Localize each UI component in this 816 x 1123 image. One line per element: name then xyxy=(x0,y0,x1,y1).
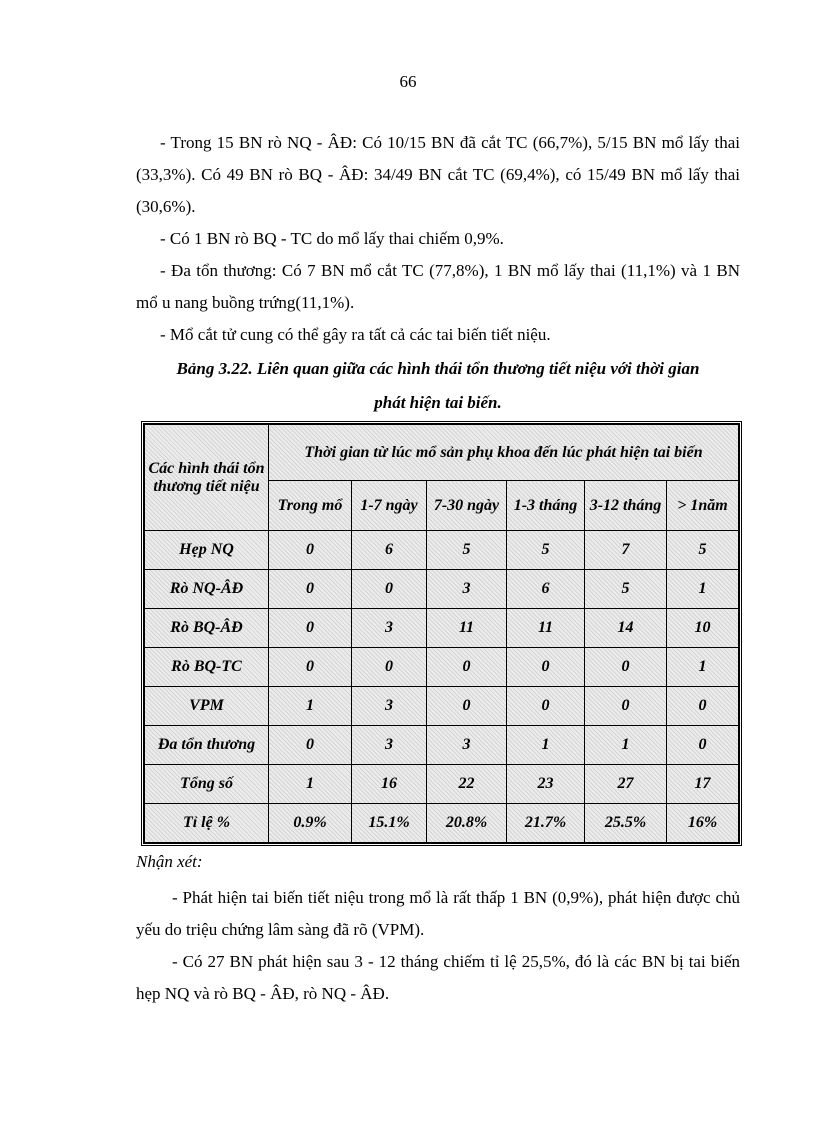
table-cell: 3 xyxy=(427,570,507,609)
table-cell: 25.5% xyxy=(585,804,667,843)
table-cell: 11 xyxy=(507,609,585,648)
table-caption-line2: phát hiện tai biến. xyxy=(374,393,502,412)
table-cell: 11 xyxy=(427,609,507,648)
table-cell: 10 xyxy=(667,609,739,648)
table-cell: 3 xyxy=(352,687,427,726)
paragraph-ureter-fistula: - Trong 15 BN rò NQ - ÂĐ: Có 10/15 BN đã cắt TC (66,7%), 5/15 BN mổ lấy thai (33,3%). Có 49 BN rò BQ - ÂĐ: 34/49 BN cắt TC (69,4%), có 15/49 BN mổ lấy thai (30,6%). xyxy=(136,133,740,216)
table-cell: 16 xyxy=(352,765,427,804)
row-label: Tổng số xyxy=(145,765,269,804)
table-cell: 1 xyxy=(269,687,352,726)
table-cell: 5 xyxy=(427,531,507,570)
table-cell: 23 xyxy=(507,765,585,804)
table-cell: 0 xyxy=(269,531,352,570)
row-label: Rò BQ-ÂĐ xyxy=(145,609,269,648)
table-cell: 27 xyxy=(585,765,667,804)
paragraph-multiple-lesions: - Đa tổn thương: Có 7 BN mổ cắt TC (77,8%), 1 BN mổ lấy thai (11,1%) và 1 BN mổ u nang buồng trứng(11,1%). xyxy=(136,261,740,312)
page-number: 66 xyxy=(399,72,417,91)
table-row xyxy=(145,687,739,726)
column-header: 1-3 tháng xyxy=(507,481,585,531)
table-cell: 0 xyxy=(269,648,352,687)
column-header: 1-7 ngày xyxy=(352,481,427,531)
table-caption-line1: Bảng 3.22. Liên quan giữa các hình thái tổn thương tiết niệu với thời gian xyxy=(176,359,700,378)
table-cell: 0 xyxy=(427,687,507,726)
table-cell: 1 xyxy=(507,726,585,765)
table-cell: 16% xyxy=(667,804,739,843)
table-cell: 6 xyxy=(507,570,585,609)
data-table xyxy=(141,421,742,846)
table-cell: 0 xyxy=(667,726,739,765)
table-cell: 7 xyxy=(585,531,667,570)
table-cell: 0 xyxy=(269,726,352,765)
column-header: > 1năm xyxy=(667,481,739,531)
table-row xyxy=(145,648,739,687)
table-cell: 1 xyxy=(667,570,739,609)
table-cell: 0 xyxy=(352,570,427,609)
table-row xyxy=(145,531,739,570)
table-row-percent xyxy=(145,804,739,843)
table-row xyxy=(145,609,739,648)
table-cell: 21.7% xyxy=(507,804,585,843)
row-label: Hẹp NQ xyxy=(145,531,269,570)
table-cell: 1 xyxy=(667,648,739,687)
table-cell: 3 xyxy=(352,609,427,648)
paragraph-intraoperative-detection: - Phát hiện tai biến tiết niệu trong mổ là rất thấp 1 BN (0,9%), phát hiện được chủ yếu do triệu chứng lâm sàng đã rõ (VPM). xyxy=(136,888,740,939)
table-cell: 0 xyxy=(507,687,585,726)
row-label: Rò NQ-ÂĐ xyxy=(145,570,269,609)
table-cell: 5 xyxy=(585,570,667,609)
table-cell: 14 xyxy=(585,609,667,648)
group-header: Thời gian từ lúc mổ sản phụ khoa đến lúc phát hiện tai biến xyxy=(269,425,739,481)
column-header: 3-12 tháng xyxy=(585,481,667,531)
notes-title: Nhận xét: xyxy=(136,852,203,871)
table-cell: 0 xyxy=(667,687,739,726)
paragraph-hysterectomy: - Mổ cắt tử cung có thể gây ra tất cả các tai biến tiết niệu. xyxy=(160,325,551,344)
table-cell: 6 xyxy=(352,531,427,570)
table-cell: 0.9% xyxy=(269,804,352,843)
table-cell: 22 xyxy=(427,765,507,804)
column-header: 7-30 ngày xyxy=(427,481,507,531)
table-cell: 1 xyxy=(269,765,352,804)
table-cell: 0 xyxy=(269,570,352,609)
table-row xyxy=(145,726,739,765)
table-row xyxy=(145,570,739,609)
paragraph-bladder-uterus-fistula: - Có 1 BN rò BQ - TC do mổ lấy thai chiếm 0,9%. xyxy=(160,229,504,248)
table-cell: 20.8% xyxy=(427,804,507,843)
paragraph-late-detection: - Có 27 BN phát hiện sau 3 - 12 tháng chiếm tỉ lệ 25,5%, đó là các BN bị tai biến hẹp NQ và rò BQ - ÂĐ, rò NQ - ÂĐ. xyxy=(136,952,740,1003)
table-cell: 17 xyxy=(667,765,739,804)
table-cell: 0 xyxy=(585,648,667,687)
table-cell: 15.1% xyxy=(352,804,427,843)
table-cell: 0 xyxy=(507,648,585,687)
table-cell: 0 xyxy=(585,687,667,726)
column-header: Trong mổ xyxy=(269,481,352,531)
table-cell: 3 xyxy=(427,726,507,765)
row-label: Tỉ lệ % xyxy=(145,804,269,843)
table-cell: 0 xyxy=(427,648,507,687)
table-row-total xyxy=(145,765,739,804)
table-cell: 5 xyxy=(507,531,585,570)
row-label: VPM xyxy=(145,687,269,726)
table-cell: 1 xyxy=(585,726,667,765)
table-cell: 0 xyxy=(269,609,352,648)
row-label: Rò BQ-TC xyxy=(145,648,269,687)
table-cell: 0 xyxy=(352,648,427,687)
row-label: Đa tổn thương xyxy=(145,726,269,765)
table-cell: 5 xyxy=(667,531,739,570)
table-cell: 3 xyxy=(352,726,427,765)
row-header-title: Các hình thái tổn thương tiết niệu xyxy=(145,425,269,531)
